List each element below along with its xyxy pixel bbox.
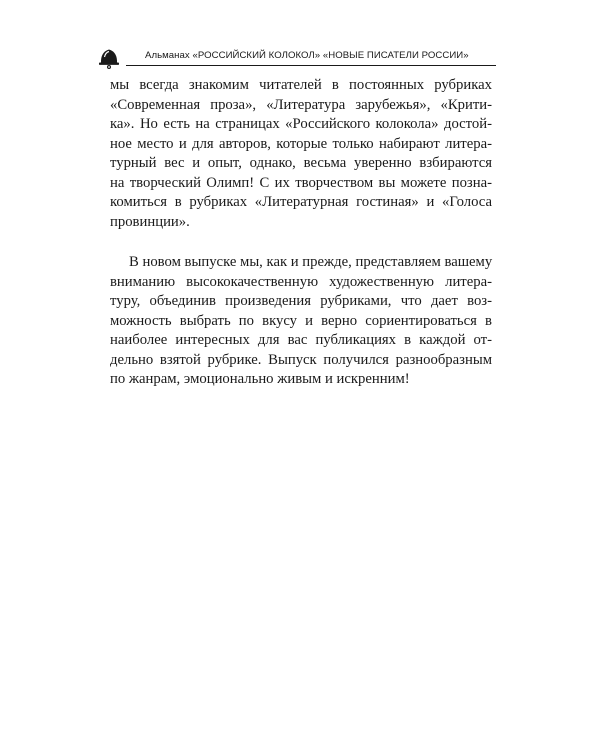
paragraph-2	[110, 253, 492, 390]
running-title: Альманах «РОССИЙСКИЙ КОЛОКОЛ» «НОВЫЕ ПИСАТЕЛИ РОССИИ»	[145, 50, 469, 61]
text-line: наиболее интересных для вас публикациях в каждой от-	[110, 332, 492, 348]
text-line: ное место и для авторов, которые только набирают литера-	[110, 135, 492, 152]
text-line: провинции».	[110, 213, 190, 230]
text-line: В новом выпуске мы, как и прежде, представляем вашему	[129, 254, 493, 270]
paragraph-1	[110, 76, 492, 232]
text-line: на творческий Олимп! С их творчеством вы можете позна-	[110, 174, 492, 191]
text-line: турный вес и опыт, однако, весьма уверенно взбираются	[110, 155, 492, 171]
text-line: можность выбрать по вкусу и верно сориентироваться в	[110, 312, 492, 329]
text-line: ка». Но есть на страницах «Российского колокола» достой-	[110, 116, 492, 132]
bell-icon	[96, 44, 122, 70]
page-body	[110, 76, 492, 390]
text-line: по жанрам, эмоционально живым и искренним!	[110, 371, 410, 387]
header-rule	[126, 65, 496, 66]
running-header	[86, 42, 496, 70]
text-line: дельно взятой рубрике. Выпуск получился разнообразным	[110, 351, 492, 368]
text-line: комиться в рубриках «Литературная гостиная» и «Голоса	[110, 194, 492, 210]
text-line: туру, объединив произведения рубриками, что дает воз-	[110, 293, 492, 309]
text-line: «Современная проза», «Литература зарубежья», «Крити-	[110, 96, 492, 113]
text-line: вниманию высококачественную художественную литера-	[110, 273, 492, 290]
text-line: мы всегда знакомим читателей в постоянных рубриках	[110, 77, 492, 93]
